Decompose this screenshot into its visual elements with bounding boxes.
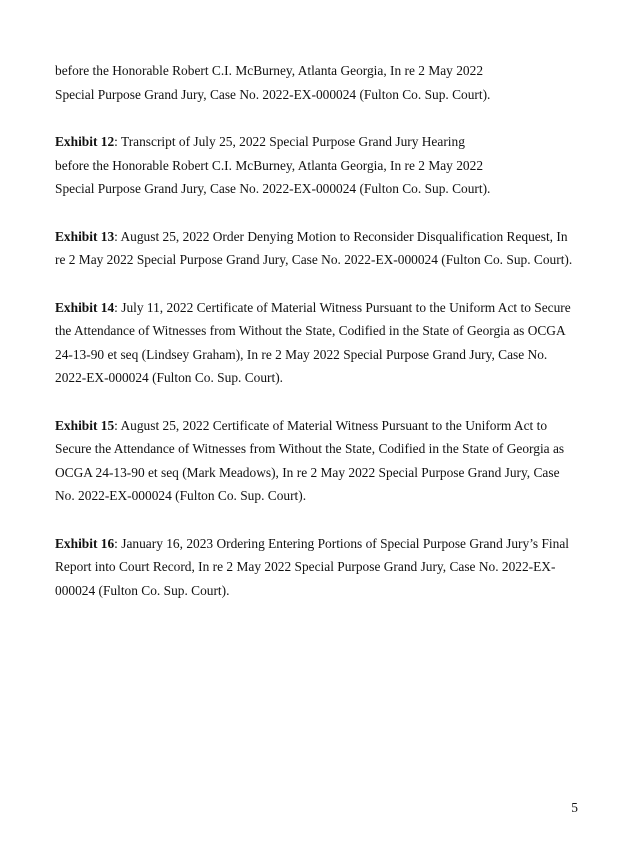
exhibit-14-line-3: 24-13-90 et seq (Lindsey Graham), In re 2 May 2022 Special Purpose Grand Jury, Case No. (55, 346, 548, 362)
exhibit-14-line-4: 2022-EX-000024 (Fulton Co. Sup. Court). (55, 370, 284, 385)
exhibit-12-line-3: Special Purpose Grand Jury, Case No. 2022-EX-000024 (Fulton Co. Sup. Court). (55, 181, 491, 196)
page-number: 5 (571, 800, 578, 815)
exhibit-15-line-3: OCGA 24-13-90 et seq (Mark Meadows), In re 2 May 2022 Special Purpose Grand Jury, Case (55, 464, 560, 480)
exhibit-15-line-1 (55, 414, 595, 438)
exhibit-14-line-1 (55, 296, 595, 320)
exhibit-13-line-1 (55, 225, 595, 249)
exhibit-16-line-2: Report into Court Record, In re 2 May 2022 Special Purpose Grand Jury, Case No. 2022-EX- (55, 559, 556, 574)
exhibit-12-text-1: : Transcript of July 25, 2022 Special Purpose Grand Jury Hearing (114, 134, 465, 149)
exhibit-12-paragraph (55, 130, 595, 201)
exhibit-16-line-3: 000024 (Fulton Co. Sup. Court). (55, 582, 230, 598)
exhibit-14-text-1: : July 11, 2022 Certificate of Material Witness Pursuant to the Uniform Act to Secure (114, 299, 571, 315)
continued-paragraph (55, 59, 595, 106)
exhibit-12-label: Exhibit 12 (55, 134, 115, 149)
exhibit-16-label: Exhibit 16 (55, 535, 115, 551)
exhibit-15-line-2: Secure the Attendance of Witnesses from Without the State, Codified in the State of Georgia as (55, 441, 565, 456)
exhibit-16-line-1 (55, 532, 595, 556)
continued-line-1: before the Honorable Robert C.I. McBurney, Atlanta Georgia, In re 2 May 2022 (55, 63, 484, 78)
exhibit-15-paragraph (55, 414, 595, 508)
exhibit-15-label: Exhibit 15 (55, 417, 115, 433)
exhibit-15-text-1: : August 25, 2022 Certificate of Material Witness Pursuant to the Uniform Act to (114, 417, 548, 433)
exhibit-15-line-4: No. 2022-EX-000024 (Fulton Co. Sup. Court). (55, 488, 307, 503)
exhibit-13-text-1: : August 25, 2022 Order Denying Motion to Reconsider Disqualification Request, In (114, 228, 568, 244)
exhibit-12-line-2: before the Honorable Robert C.I. McBurney, Atlanta Georgia, In re 2 May 2022 (55, 157, 484, 173)
exhibit-12-line-1 (55, 130, 595, 154)
exhibit-13-paragraph (55, 225, 595, 272)
exhibit-16-text-1: : January 16, 2023 Ordering Entering Portions of Special Purpose Grand Jury’s Final (114, 535, 570, 551)
exhibit-14-label: Exhibit 14 (55, 299, 115, 315)
document-body (55, 59, 595, 626)
exhibit-16-paragraph (55, 532, 595, 603)
exhibit-13-label: Exhibit 13 (55, 228, 115, 244)
exhibit-14-paragraph (55, 296, 595, 390)
continued-line-2: Special Purpose Grand Jury, Case No. 2022-EX-000024 (Fulton Co. Sup. Court). (55, 86, 491, 102)
exhibit-14-line-2: the Attendance of Witnesses from Without the State, Codified in the State of Georgia as OCGA (55, 323, 566, 338)
exhibit-13-line-2: re 2 May 2022 Special Purpose Grand Jury, Case No. 2022-EX-000024 (Fulton Co. Sup. Court). (55, 252, 573, 267)
